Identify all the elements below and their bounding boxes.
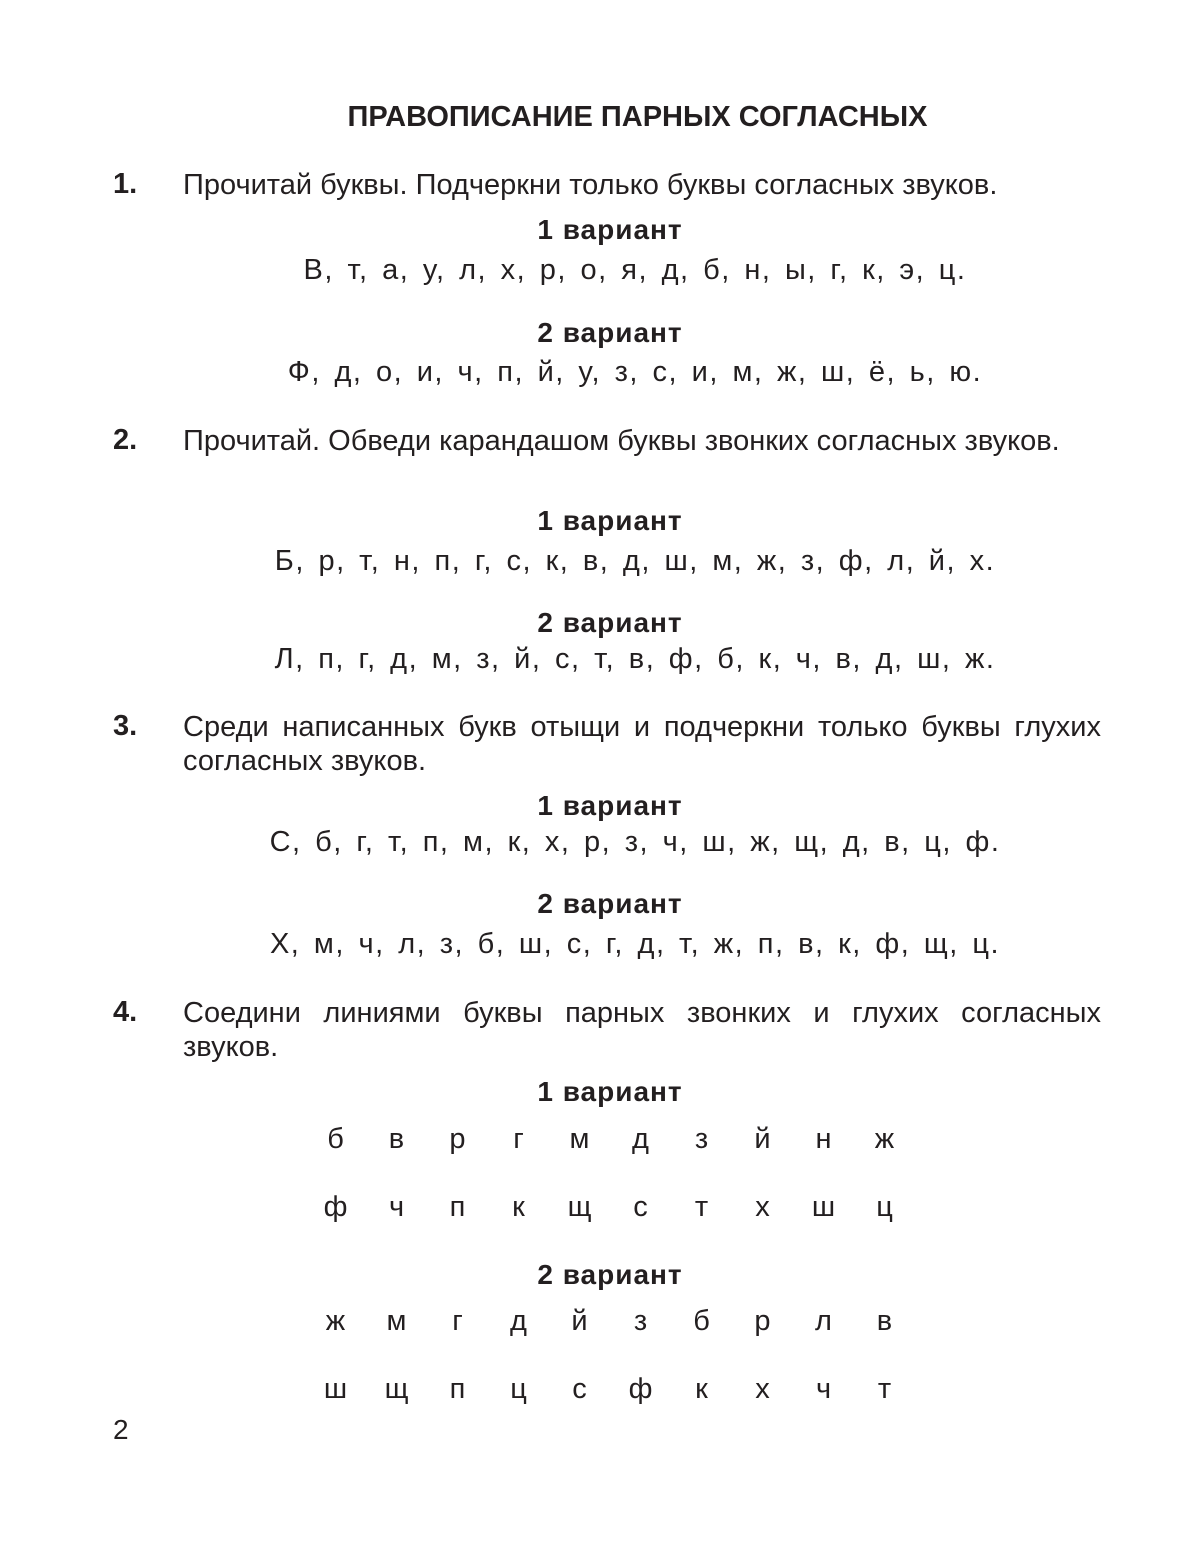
task-1-variant-2-label: 2 вариант: [537, 317, 683, 348]
letter[interactable]: п: [449, 1191, 466, 1223]
letter[interactable]: р: [449, 1123, 466, 1155]
task-2-number: 2.: [113, 424, 138, 456]
letter[interactable]: д: [632, 1123, 649, 1155]
letter[interactable]: ф: [628, 1373, 653, 1405]
letter[interactable]: н: [815, 1123, 832, 1155]
letter[interactable]: в: [876, 1305, 893, 1337]
letter[interactable]: ч: [815, 1373, 832, 1405]
letter[interactable]: п: [449, 1373, 466, 1405]
letter[interactable]: х: [755, 1373, 770, 1405]
task-3-text: Среди написанных букв отыщи и подчеркни только буквы глухих согласных звуков.: [183, 711, 1101, 777]
task-3-variant-1-label: 1 вариант: [537, 790, 683, 821]
letter[interactable]: в: [388, 1123, 405, 1155]
task-2-text: Прочитай. Обведи карандашом буквы звонких согласных звуков.: [183, 425, 1060, 457]
letter[interactable]: г: [452, 1305, 463, 1337]
task-2-variant-1-letters: Б, р, т, н, п, г, с, к, в, д, ш, м, ж, з, ф, л, й, х.: [274, 545, 996, 577]
letter[interactable]: б: [327, 1123, 344, 1155]
task-4-variant-1-label: 1 вариант: [537, 1076, 683, 1107]
letter[interactable]: ц: [510, 1373, 527, 1405]
letter[interactable]: ж: [325, 1305, 346, 1337]
letter[interactable]: т: [694, 1191, 709, 1223]
task-4-variant-2-label: 2 вариант: [537, 1259, 683, 1290]
task-3-variant-2-letters: Х, м, ч, л, з, б, ш, с, г, д, т, ж, п, в, к, ф, щ, ц.: [269, 928, 1001, 960]
task-1-number: 1.: [113, 168, 138, 200]
task-4-variant-2-bottom-row: [305, 1373, 915, 1406]
task-4-number: 4.: [113, 996, 138, 1028]
letter[interactable]: с: [572, 1373, 587, 1405]
task-3-variant-2-label: 2 вариант: [537, 888, 683, 919]
letter[interactable]: ш: [811, 1191, 836, 1223]
task-1-variant-2-letters: Ф, д, о, и, ч, п, й, у, з, с, и, м, ж, ш, ё, ь, ю.: [287, 356, 983, 388]
letter[interactable]: м: [386, 1305, 407, 1337]
task-4-variant-1-bottom-row: [305, 1191, 915, 1224]
letter[interactable]: з: [633, 1305, 648, 1337]
task-3-variant-1-letters: С, б, г, т, п, м, к, х, р, з, ч, ш, ж, щ, д, в, ц, ф.: [269, 826, 1001, 858]
task-3-number: 3.: [113, 710, 138, 742]
letter[interactable]: с: [633, 1191, 648, 1223]
letter[interactable]: г: [513, 1123, 524, 1155]
letter[interactable]: ш: [323, 1373, 348, 1405]
letter[interactable]: б: [693, 1305, 710, 1337]
letter[interactable]: л: [815, 1305, 832, 1337]
task-1-variant-1-label: 1 вариант: [537, 214, 683, 245]
letter[interactable]: ц: [876, 1191, 893, 1223]
letter[interactable]: щ: [567, 1191, 592, 1223]
letter[interactable]: ч: [388, 1191, 405, 1223]
letter[interactable]: ж: [874, 1123, 895, 1155]
letter[interactable]: д: [510, 1305, 527, 1337]
letter[interactable]: щ: [384, 1373, 409, 1405]
letter[interactable]: й: [754, 1123, 771, 1155]
task-4-text: Соедини линиями буквы парных звонких и глухих согласных звуков.: [183, 997, 1101, 1063]
letter[interactable]: й: [571, 1305, 588, 1337]
letter[interactable]: р: [754, 1305, 771, 1337]
page-number: 2: [113, 1414, 129, 1445]
letter[interactable]: з: [694, 1123, 709, 1155]
task-4-variant-2-top-row: [305, 1305, 915, 1338]
letter[interactable]: х: [755, 1191, 770, 1223]
letter[interactable]: ф: [323, 1191, 348, 1223]
letter[interactable]: к: [695, 1373, 708, 1405]
task-2-variant-2-label: 2 вариант: [537, 607, 683, 638]
task-1-variant-1-letters: В, т, а, у, л, х, р, о, я, д, б, н, ы, г, к, э, ц.: [303, 254, 967, 286]
task-4-variant-1-top-row: [305, 1123, 915, 1156]
page-title: ПРАВОПИСАНИЕ ПАРНЫХ СОГЛАСНЫХ: [347, 101, 928, 133]
task-1-text: Прочитай буквы. Подчеркни только буквы согласных звуков.: [183, 169, 998, 201]
letter[interactable]: м: [569, 1123, 590, 1155]
task-2-variant-2-letters: Л, п, г, д, м, з, й, с, т, в, ф, б, к, ч, в, д, ш, ж.: [274, 643, 996, 675]
letter[interactable]: к: [512, 1191, 525, 1223]
letter[interactable]: т: [877, 1373, 892, 1405]
task-2-variant-1-label: 1 вариант: [537, 505, 683, 536]
